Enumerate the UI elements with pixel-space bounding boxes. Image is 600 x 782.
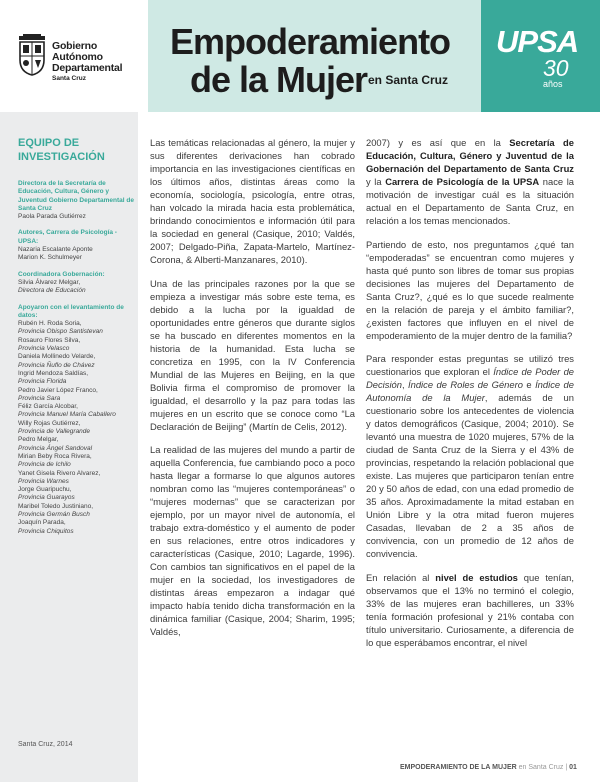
government-name-line2: Autónomo — [52, 51, 103, 63]
team-member-name: Nazaria Escalante Aponte — [18, 246, 93, 254]
team-member-place: Provincia Sara — [18, 394, 61, 402]
text-run: En relación al — [366, 571, 436, 583]
text-run: nace la motivación de investigar cuál es la situación actual en el Departamento de Santa Cruz, en relación a los temas mencionados. — [366, 176, 574, 226]
publication-date: Santa Cruz, 2014 — [18, 741, 73, 748]
team-member-place: Provincia Germán Busch — [18, 510, 90, 518]
text-run: y la — [366, 176, 386, 187]
team-member-place: Provincia Velasco — [18, 345, 70, 353]
team-member-name: Paola Parada Gutiérrez — [18, 213, 86, 221]
bold-text: nivel de estudios — [435, 571, 518, 583]
team-member-place: Directora de Educación — [18, 287, 86, 295]
team-member-place: Provincia Warnes — [18, 477, 69, 485]
team-member-name: Ingrid Mendoza Saldías, — [18, 369, 89, 377]
team-member-name: Marion K. Schulmeyer — [18, 254, 82, 262]
upsa-brand: UPSA — [496, 24, 579, 59]
team-role: Coordinadora Gobernación: — [18, 270, 105, 278]
paragraph: Una de las principales razones por la que se empieza a investigar más sobre este tema, es debido a la lucha por la igualdad de oportunidades entre géneros que durante siglos se ha buscado en diferentes momentos en la historia de la humanidad. Esta lucha se concretiza en 1995, con la IV Conferencia Mundial de las Mujeres en Beijing, en la que Bolivia firma el compromiso de promover la igualdad, el desarrollo y la paz para todas las mujeres en un escrito que se conoce como “La Declaración de Beijing” (Martín de Celis, 2012). — [150, 277, 355, 432]
team-member-name: Mirian Beby Roca Rivera, — [18, 452, 92, 460]
team-member-place: Provincia Ángel Sandoval — [18, 444, 93, 452]
team-member-place: Provincia Obispo Santistevan — [18, 328, 103, 336]
team-member-name: Willy Rojas Gutiérrez, — [18, 419, 81, 427]
team-group — [18, 229, 135, 262]
header — [0, 0, 600, 112]
team-role: Autores, Carrera de Psicología - UPSA: — [18, 229, 117, 245]
team-member-place: Provincia Florida — [18, 378, 67, 386]
paragraph — [366, 136, 574, 227]
research-team-sidebar — [0, 112, 138, 782]
bold-text: Secretaría de Educación, Cultura, Género y Juventud de la Gobernación del Departamento de Santa Cruz — [366, 137, 574, 174]
italic-text: Índice de Poder de Decisión — [366, 366, 574, 390]
team-member-name: Rosauro Flores Silva, — [18, 336, 81, 344]
page-title-line2: de la Mujer — [190, 59, 368, 100]
text-run: , — [401, 379, 409, 390]
government-name-line4: Santa Cruz — [52, 75, 86, 82]
team-member-name: Pedro Melgar, — [18, 436, 59, 444]
upsa-years: 30 — [543, 55, 569, 81]
team-member-name: Rubén H. Roda Soria, — [18, 320, 82, 328]
body-column-1 — [150, 136, 355, 638]
team-member-name: Silvia Álvarez Melgar, — [18, 278, 81, 286]
footer-title: EMPODERAMIENTO DE LA MUJER — [400, 764, 517, 771]
page-subtitle: en Santa Cruz — [368, 73, 449, 87]
team-member-name: Yanet Gisela Rivero Alvarez, — [18, 469, 101, 477]
team-member-place: Provincia Ñuflo de Chávez — [18, 361, 95, 369]
italic-text: Índice de Autonomía de la Mujer — [366, 379, 574, 403]
team-role: Apoyaron con el levantamiento de datos: — [18, 303, 124, 319]
paragraph: Partiendo de esto, nos preguntamos ¿qué tan “empoderadas” se encuentran como mujeres y hasta qué punto son libres de tomar sus propias decisiones las mujeres del Departamento de Santa Cruz?, ¿qué es lo que sucede realmente en la relación de pareja y el ámbito familiar?, ¿existen factores que influyen en el nivel de empoderamiento de la mujer dentro de la familia? — [366, 238, 574, 341]
government-name-line1: Gobierno — [52, 40, 98, 52]
page-number: 01 — [569, 764, 577, 771]
text-run: e — [522, 379, 536, 390]
paragraph — [366, 352, 574, 560]
text-run: , además de un cuestionario sobre los antecedentes de violencia y datos demográficos (Casique, 2004; 2010). Se levantó una muestra de 1020 mujeres, 57% de la ciudad de Santa Cruz de la Sierra y el 43% de provincias, respetando la relación poblacional que existe. Las mujeres que participaron tenían entre 20 y 50 años de edad, con una edad promedio de 35 años. Aproximadamente la mitad estaban en Unión Libre y la otra mitad fueron mujeres Casadas, llevaban de 2 a 35 años de convivencia, con un promedio de 12 años de convivencia. — [366, 392, 574, 559]
team-member-name: Joaquín Parada, — [18, 519, 66, 527]
government-logo — [18, 34, 148, 94]
team-member-place: Provincia de Ichilo — [18, 461, 71, 469]
team-member-name: Maribel Toledo Justiniano, — [18, 502, 94, 510]
team-member-name: Féliz García Alcobar, — [18, 403, 78, 411]
page-footer — [400, 764, 577, 771]
team-group — [18, 304, 135, 536]
coat-of-arms-icon — [18, 34, 46, 76]
paragraph: Las temáticas relacionadas al género, la mujer y sus diferentes derivaciones han cobrado importancia en las investigaciones científicas en los últimos años, distintas áreas como la economía, sociología, psicología, entre otras, han volcado la mirada hacia esta problemática, brindando conocimientos e información útil para la sociedad en general (Casique, 2010; Valdés, 2007; Delgado-Piña, Zapata-Martelo, Martínez-Corona, & Alberti-Manzanares, 2010). — [150, 137, 355, 265]
italic-text: Índice de Roles de Género — [408, 379, 523, 390]
team-member-name: Daniela Mollinedo Velarde, — [18, 353, 96, 361]
team-member-name: Jorge Guaripuchu, — [18, 486, 72, 494]
footer-separator: | — [565, 764, 568, 771]
text-run: 2007) y es así que en la — [366, 137, 510, 148]
team-role: Directora de la Secretaría de Educación, Cultura, Género y Juventud Gobierno Departamental de Santa Cruz — [18, 180, 134, 212]
research-team-list — [18, 180, 135, 544]
bold-text: Carrera de Psicología de la UPSA — [385, 176, 540, 187]
paragraph — [366, 571, 574, 649]
team-member-place: Provincia Guarayos — [18, 494, 75, 502]
footer-subtitle: en Santa Cruz — [518, 764, 564, 771]
body-column-2 — [366, 136, 574, 649]
team-member-place: Provincia de Vallegrande — [18, 428, 91, 436]
government-name-line3: Departamental — [52, 62, 123, 74]
page-title-line1: Empoderamiento — [170, 21, 451, 62]
text-run: que tenían, observamos que el 13% no terminó el colegio, 33% de las mujeres eran bachilleres, un 33% tenía formación profesional y 21% contaba con título universitario. Curiosamente, a diferencia de lo que esperábamos encontrar, el nivel — [366, 571, 574, 648]
team-member-name: Pedro Javier López Franco, — [18, 386, 98, 394]
team-group — [18, 271, 135, 296]
team-group — [18, 180, 135, 221]
text-run: Para responder estas preguntas se utilizó tres cuestionarios que exploran el — [366, 353, 574, 377]
upsa-years-label: años — [543, 79, 563, 89]
research-team-title: EQUIPO DE INVESTIGACIÓN — [18, 137, 105, 163]
team-member-place: Provincia Chiquitos — [18, 527, 74, 535]
paragraph: La realidad de las mujeres del mundo a partir de aquella Conferencia, fue cambiando poco a poco hasta llegar a formarse lo que algunos autores nombran como las “mujeres contemporáneas” o “mujeres modernas” que se caracterizan por ejemplo, por un mayor nivel de autonomía, el trabajo extra-doméstico y el aumento de poder en sus relaciones, entre otros indicadores y características (Casique, 2010; Lagarde, 1996). Con cambios tan significativos en el papel de la mujer en la sociedad, los investigadores de distintas áreas empezaron a indagar qué impacto había tenido dicha transformación en la dinámica familiar (Casique, 2004; Sharim, 1995; Valdés, — [150, 444, 355, 637]
team-member-place: Provincia Manuel María Caballero — [18, 411, 116, 419]
